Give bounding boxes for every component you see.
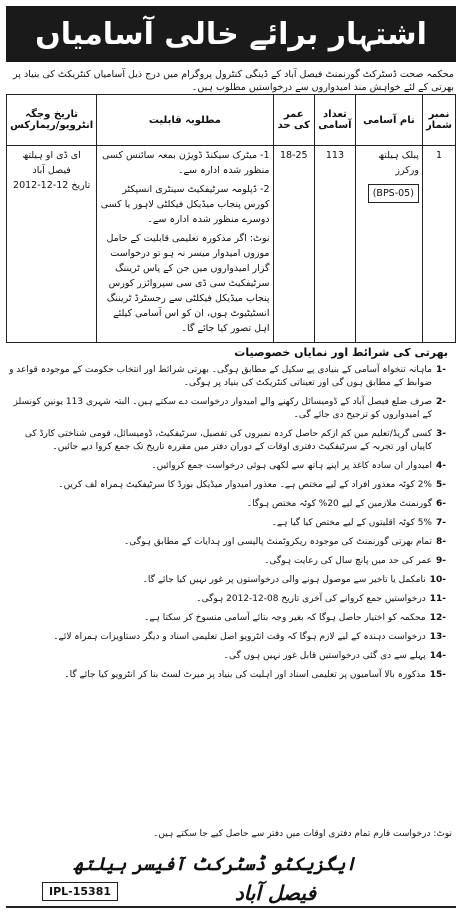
bottom-divider: [6, 906, 456, 908]
term-number: 12-: [429, 613, 446, 623]
term-number: 15-: [429, 670, 446, 680]
list-item: [6, 650, 446, 663]
term-number: 2-: [435, 397, 446, 407]
advertisement-page: [6, 6, 456, 906]
header-sr: نمبر شمار: [422, 95, 455, 146]
term-text: درخواستیں جمع کروانے کی آخری تاریخ 08-12-2012 ہوگی۔: [196, 594, 426, 604]
cell-qualification: [97, 146, 273, 343]
signature-city: فیصل آباد: [234, 881, 316, 905]
term-text: گورنمنٹ ملازمین کے لیے 20% کوٹہ مختص ہوگا۔: [246, 499, 432, 509]
post-name: پبلک ہیلتھ ورکرز: [378, 150, 419, 176]
list-item: [6, 669, 446, 682]
list-item: [6, 517, 446, 530]
cell-post-name: [355, 146, 422, 343]
header-qualification: مطلوبہ قابلیت: [97, 95, 273, 146]
list-item: [6, 631, 446, 644]
list-item: [6, 364, 446, 390]
term-text: نامکمل یا تاخیر سے موصول ہونے والی درخواستوں پر غور نہیں کیا جائے گا۔: [142, 575, 426, 585]
term-number: 1-: [435, 365, 446, 375]
ipl-code: IPL-15381: [42, 882, 118, 901]
term-text: درخواست دہندہ کے لیے لازم ہوگا کہ وقت انٹرویو اصل تعلیمی اسناد و دیگر دستاویزات ہمراہ لائے۔: [53, 632, 426, 642]
term-text: 5% کوٹہ اقلیتوں کے لیے مختص کیا گیا ہے۔: [271, 518, 432, 528]
list-item: [6, 498, 446, 511]
post-grade-badge: (BPS-05): [368, 184, 419, 203]
qualification-note: نوٹ: اگر مذکورہ تعلیمی قابلیت کے حامل موزوں امیدوار میسر نہ ہو تو درخواست گزار امیدواروں میں جن کے پاس ٹریننگ سرٹیفکیٹ سی ڈی سی سپروائزر کورس پنجاب میڈیکل فیکلٹی سے رجسٹرڈ ٹریننگ انسٹیٹیوٹ ہوں، ان کو اس آسامی کیلئے اہل تصور کیا جائے گا۔: [106, 233, 270, 334]
list-item: [6, 574, 446, 587]
list-item: [6, 536, 446, 549]
terms-heading: بھرتی کی شرائط اور نمایاں خصوصیات: [234, 346, 448, 359]
term-number: 10-: [429, 575, 446, 585]
vacancy-table: [6, 94, 456, 343]
cell-interview-date: [7, 146, 97, 343]
intro-paragraph: محکمہ صحت ڈسٹرکٹ گورنمنٹ فیصل آباد کے ڈینگی کنٹرول پروگرام میں درج ذیل آسامیاں کنٹریکٹ کی بنیاد پر بھرتی کے لئے خواہش مند امیدواروں سے درخواستیں مطلوب ہیں۔: [13, 69, 454, 93]
header-post-name: نام آسامی: [355, 95, 422, 146]
header-age-limit: عمر کی حد: [273, 95, 314, 146]
term-number: 4-: [435, 461, 446, 471]
term-text: تمام بھرتی گورنمنٹ کی موجودہ ریکروٹمنٹ پالیسی اور ہدایات کے مطابق ہوگی۔: [124, 537, 432, 547]
footer-note: نوٹ: درخواست فارم تمام دفتری اوقات میں دفتر سے حاصل کیے جا سکتے ہیں۔: [153, 829, 452, 839]
term-number: 5-: [435, 480, 446, 490]
list-item: [6, 396, 446, 422]
list-item: [6, 555, 446, 568]
terms-list: [6, 364, 462, 688]
term-text: پہلے سے دی گئی درخواستیں قابل غور نہیں ہوں گی۔: [223, 651, 426, 661]
banner-title: اشتہار برائے خالی آسامیاں: [35, 16, 427, 52]
cell-post-count: 113: [315, 146, 356, 343]
term-text: ماہانہ تنخواہ آسامی کے بنیادی پے سکیل کے مطابق ہوگی۔ بھرتی شرائط اور انتخاب حکومت کے موجودہ قواعد و ضوابط کے مطابق ہوں گی اور تعیناتی کنٹریکٹ کی بنیاد پر ہوگی۔: [9, 365, 432, 388]
term-text: کسی گریڈ/تعلیم میں کم ازکم حاصل کردہ نمبروں کی تفصیل، سرٹیفکیٹ، ڈومیسائل، قومی شناختی کارڈ کی کاپیاں اور تجربہ کے سرٹیفکیٹ دفتری اوقات کے دوران دفتر میں مقررہ تاریخ تک جمع کروا دیے جائیں۔: [24, 429, 432, 452]
term-number: 9-: [435, 556, 446, 566]
table-row: [7, 146, 456, 343]
qualification-1: 1- میٹرک سیکنڈ ڈویژن بمعہ سائنس کسی منظور شدہ ادارہ سے۔: [102, 150, 270, 176]
term-number: 7-: [435, 518, 446, 528]
term-text: صرف ضلع فیصل آباد کے ڈومیسائل رکھنے والے امیدوار درخواست دے سکتے ہیں۔ البتہ شہری 113 یونین کونسلز کے امیدواروں کو ترجیح دی جائے گی۔: [13, 397, 432, 420]
qualification-2: 2- ڈپلومہ سرٹیفکیٹ سینٹری انسپکٹر کورس پنجاب میڈیکل فیکلٹی لاہور یا کسی دوسرے منظور شدہ ادارہ سے۔: [100, 184, 270, 225]
list-item: [6, 479, 446, 492]
term-text: عمر کی حد میں پانچ سال کی رعایت ہوگی۔: [264, 556, 432, 566]
cell-sr: 1: [422, 146, 455, 343]
signature-title: ایگزیکٹو ڈسٹرکٹ آفیسر ہیلتھ: [73, 854, 356, 875]
table-header-row: [7, 95, 456, 146]
term-number: 14-: [429, 651, 446, 661]
title-banner: [6, 6, 456, 62]
term-number: 3-: [435, 429, 446, 439]
term-number: 8-: [435, 537, 446, 547]
term-text: مذکورہ بالا آسامیوں پر تعلیمی اسناد اور اہلیت کی بنیاد پر میرٹ لسٹ بنا کر انٹرویو کیا جائے گا۔: [64, 670, 426, 680]
term-text: 2% کوٹہ معذور افراد کے لیے مختص ہے۔ معذور امیدوار میڈیکل بورڈ کا سرٹیفکیٹ ہمراہ لف کریں۔: [58, 480, 432, 490]
list-item: [6, 612, 446, 625]
header-interview-date: تاریخ وجگہ انٹرویو/ریمارکس: [7, 95, 97, 146]
term-number: 13-: [429, 632, 446, 642]
cell-age-limit: 18-25: [273, 146, 314, 343]
term-text: محکمہ کو اختیار حاصل ہوگا کہ بغیر وجہ بتائے آسامی منسوخ کر سکتا ہے۔: [144, 613, 426, 623]
list-item: [6, 460, 446, 473]
term-text: امیدوار ان سادہ کاغذ پر اپنے ہاتھ سے لکھی ہوئی درخواست جمع کروائیں۔: [151, 461, 432, 471]
list-item: [6, 593, 446, 606]
list-item: [6, 428, 446, 454]
term-number: 6-: [435, 499, 446, 509]
header-post-count: تعداد آسامی: [315, 95, 356, 146]
interview-date: تاریخ 12-12-2012: [13, 180, 91, 191]
interview-place: ای ڈی او ہیلتھ فیصل آباد: [22, 150, 81, 176]
term-number: 11-: [429, 594, 446, 604]
